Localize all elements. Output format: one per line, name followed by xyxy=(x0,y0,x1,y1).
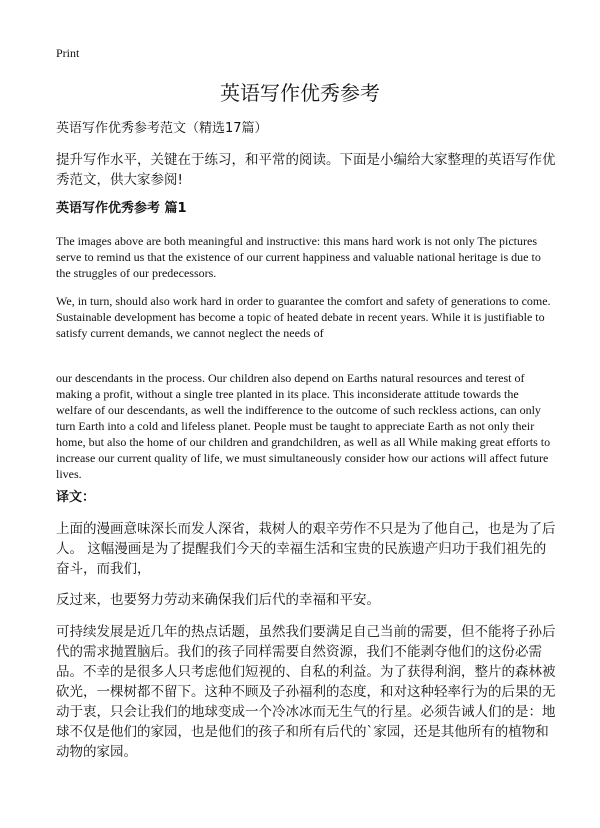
translation-label: 译文： xyxy=(56,490,96,505)
english-paragraph-2: We, in turn, should also work hard in order to guarantee the comfort and safety of generations to come. Sustainable development has become a topic of heated debate in recent years. While it is justifiable to satisfy current demands, we cannot neglect the needs of xyxy=(56,294,551,340)
chinese-paragraph-1: 上面的漫画意味深长而发人深省，栽树人的艰辛劳作不只是为了他自己，也是为了后人。 这幅漫画是为了提醒我们今天的幸福生活和宝贵的民族遗产归功于我们祖先的奋斗，而我们， xyxy=(56,521,556,577)
section-heading: 英语写作优秀参考 篇1 xyxy=(56,201,187,216)
english-paragraph-3: our descendants in the process. Our children also depend on Earths natural resources and terest of making a profit, without a single tree planted in its place. This inconsiderate attitude towards the welfare of our descendants, as well the indifference to the outcome of such reckless actions, can only turn Earth into a cold and lifeless planet. People must be taught to appreciate Earth as not only their home, but also the home of our children and grandchildren, as well as all While making great efforts to increase our current quality of life, we must simultaneously consider how our actions will affect future lives. xyxy=(56,371,551,481)
chinese-paragraph-3: 可持续发展是近几年的热点话题，虽然我们要满足自己当前的需要，但不能将子孙后代的需求抛置脑后。我们的孩子同样需要自然资源，我们不能剥夺他们的这份必需品。不幸的是很多人只考虑他们短视的、自私的利益。为了获得利润，整片的森林被砍光，一棵树都不留下。这种不顾及子孙福利的态度，和对这种轻率行为的后果的无动于衷，只会让我们的地球变成一个冷冰冰而无生气的行星。必须告诫人们的是：地球不仅是他们的家园，也是他们的孩子和所有后代的`家园，还是其他所有的植物和动物的家园。 xyxy=(56,624,556,760)
chinese-paragraph-2: 反过来，也要努力劳动来确保我们后代的幸福和平安。 xyxy=(56,592,380,608)
page-title: 英语写作优秀参考 xyxy=(220,81,380,105)
print-label: Print xyxy=(56,46,80,60)
english-paragraph-1: The images above are both meaningful and instructive: this mans hard work is not only The pictures serve to remind us that the existence of our current happiness and valuable national heritage is due to the struggles of our predecessors. xyxy=(56,234,541,280)
intro-paragraph: 提升写作水平，关键在于练习，和平常的阅读。下面是小编给大家整理的英语写作优秀范文，供大家参阅! xyxy=(56,152,556,188)
document-subtitle: 英语写作优秀参考范文（精选17篇） xyxy=(56,121,268,136)
